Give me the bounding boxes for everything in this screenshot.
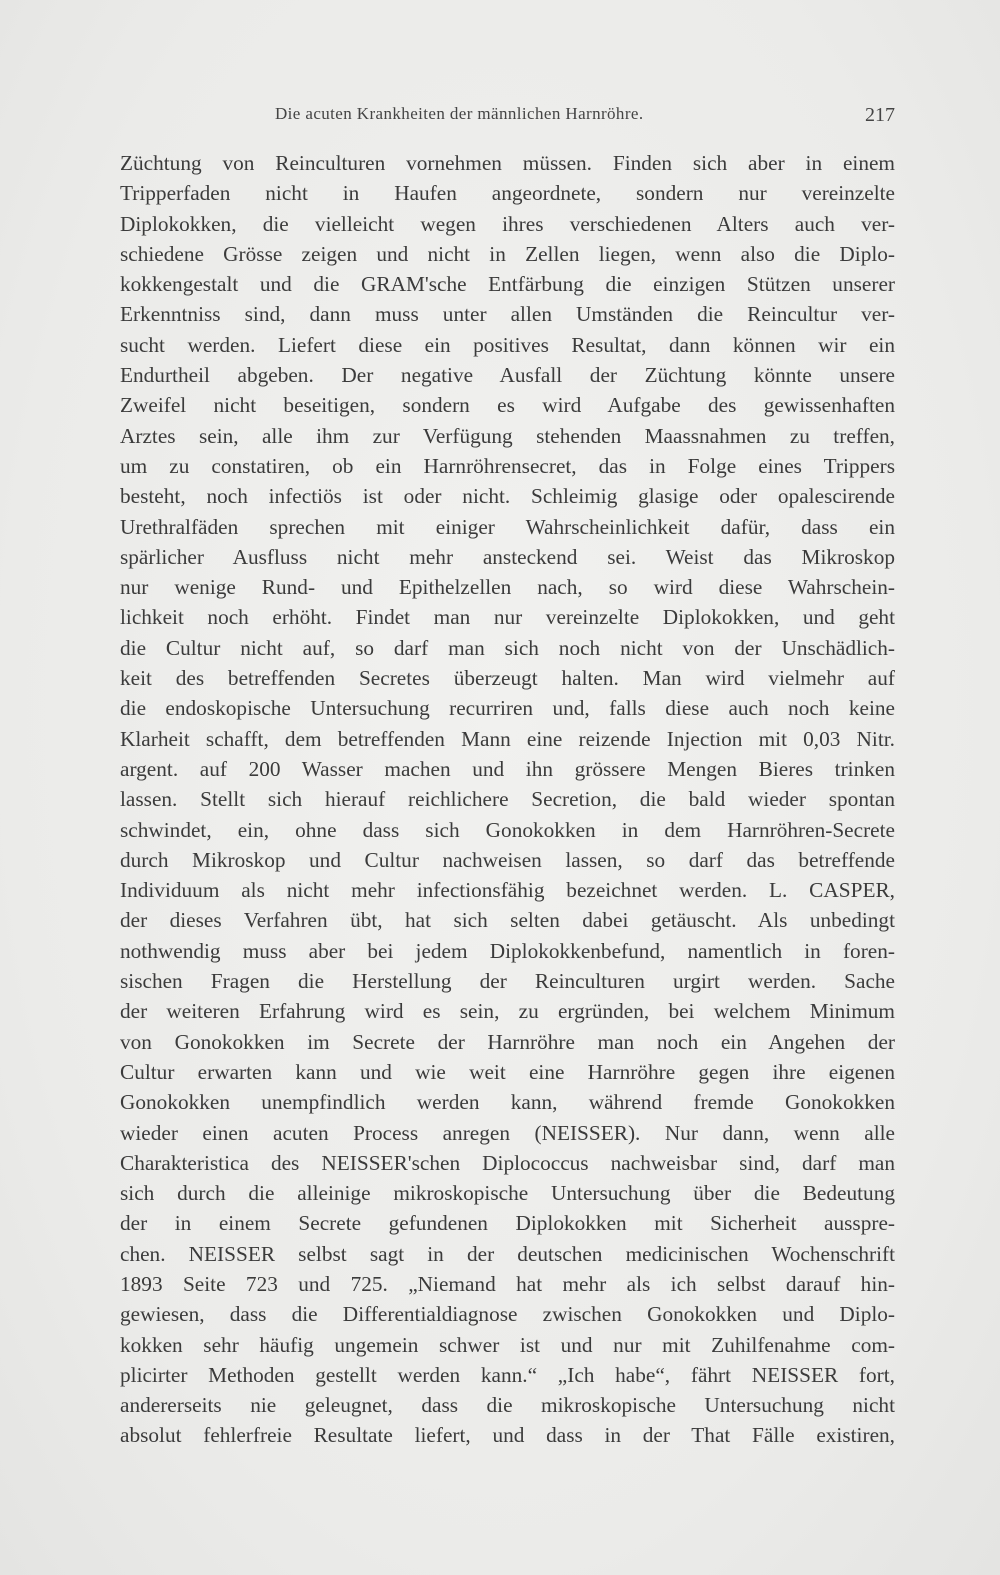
text-line: der weiteren Erfahrung wird es sein, zu ergründen, bei welchem Minimum — [120, 999, 895, 1024]
text-line: kokkengestalt und die GRAM'sche Entfärbung die einzigen Stützen unserer — [120, 272, 895, 297]
text-line: schwindet, ein, ohne dass sich Gonokokken in dem Harnröhren-Secrete — [120, 817, 895, 842]
body-text — [120, 148, 895, 1451]
text-line: Klarheit schafft, dem betreffenden Mann eine reizende Injection mit 0,03 Nitr. — [120, 726, 895, 751]
text-line: der dieses Verfahren übt, hat sich selten dabei getäuscht. Als unbedingt — [120, 908, 895, 933]
text-line: durch Mikroskop und Cultur nachweisen lassen, so darf das betreffende — [120, 847, 895, 872]
page-number: 217 — [865, 104, 895, 126]
text-line: Charakteristica des NEISSER'schen Diplococcus nachweisbar sind, darf man — [120, 1150, 895, 1175]
running-title: Die acuten Krankheiten der männlichen Harnröhre. — [275, 104, 644, 123]
text-line: argent. auf 200 Wasser machen und ihn grössere Mengen Bieres trinken — [120, 756, 895, 781]
text-line: Arztes sein, alle ihm zur Verfügung stehenden Maassnahmen zu treffen, — [120, 423, 895, 448]
text-line: chen. NEISSER selbst sagt in der deutschen medicinischen Wochenschrift — [120, 1241, 895, 1266]
text-line: um zu constatiren, ob ein Harnröhrensecret, das in Folge eines Trippers — [120, 453, 895, 478]
text-line: nothwendig muss aber bei jedem Diplokokkenbefund, namentlich in foren- — [120, 938, 895, 963]
text-line: kokken sehr häufig ungemein schwer ist und nur mit Zuhilfenahme com- — [120, 1332, 895, 1357]
text-line: 1893 Seite 723 und 725. „Niemand hat mehr als ich selbst darauf hin- — [120, 1271, 895, 1296]
text-line: sich durch die alleinige mikroskopische Untersuchung über die Bedeutung — [120, 1181, 895, 1206]
text-line: schiedene Grösse zeigen und nicht in Zellen liegen, wenn also die Diplo- — [120, 241, 895, 266]
text-line: Tripperfaden nicht in Haufen angeordnete, sondern nur vereinzelte — [120, 181, 895, 206]
text-line: keit des betreffenden Secretes überzeugt halten. Man wird vielmehr auf — [120, 666, 895, 691]
text-line: sucht werden. Liefert diese ein positives Resultat, dann können wir ein — [120, 332, 895, 357]
text-line: sischen Fragen die Herstellung der Reinculturen urgirt werden. Sache — [120, 969, 895, 994]
running-head — [120, 104, 895, 132]
text-line: Diplokokken, die vielleicht wegen ihres verschiedenen Alters auch ver- — [120, 211, 895, 236]
text-line: andererseits nie geleugnet, dass die mikroskopische Untersuchung nicht — [120, 1393, 895, 1418]
text-line: die Cultur nicht auf, so darf man sich noch nicht von der Unschädlich- — [120, 635, 895, 660]
text-line: Urethralfäden sprechen mit einiger Wahrscheinlichkeit dafür, dass ein — [120, 514, 895, 539]
text-line: Cultur erwarten kann und wie weit eine Harnröhre gegen ihre eigenen — [120, 1059, 895, 1084]
text-line: Individuum als nicht mehr infectionsfähig bezeichnet werden. L. CASPER, — [120, 878, 895, 903]
text-line: plicirter Methoden gestellt werden kann.“ „Ich habe“, fährt NEISSER fort, — [120, 1362, 895, 1387]
text-line: Züchtung von Reinculturen vornehmen müssen. Finden sich aber in einem — [120, 151, 895, 175]
text-line: Erkenntniss sind, dann muss unter allen Umständen die Reincultur ver- — [120, 302, 895, 327]
text-line: der in einem Secrete gefundenen Diplokokken mit Sicherheit ausspre- — [120, 1211, 895, 1236]
text-line: die endoskopische Untersuchung recurriren und, falls diese auch noch keine — [120, 696, 895, 721]
text-line: gewiesen, dass die Differentialdiagnose zwischen Gonokokken und Diplo- — [120, 1302, 895, 1327]
text-line: Endurtheil abgeben. Der negative Ausfall der Züchtung könnte unsere — [120, 363, 895, 388]
text-line: von Gonokokken im Secrete der Harnröhre man noch ein Angehen der — [120, 1029, 895, 1054]
text-line: besteht, noch infectiös ist oder nicht. Schleimig glasige oder opalescirende — [120, 484, 895, 509]
text-line: Gonokokken unempfindlich werden kann, während fremde Gonokokken — [120, 1090, 895, 1115]
text-line: lichkeit noch erhöht. Findet man nur vereinzelte Diplokokken, und geht — [120, 605, 895, 630]
text-line: Zweifel nicht beseitigen, sondern es wird Aufgabe des gewissenhaften — [120, 393, 895, 418]
text-line: spärlicher Ausfluss nicht mehr ansteckend sei. Weist das Mikroskop — [120, 544, 895, 569]
text-line: nur wenige Rund- und Epithelzellen nach, so wird diese Wahrschein- — [120, 575, 895, 600]
text-line: absolut fehlerfreie Resultate liefert, und dass in der That Fälle existiren, — [120, 1423, 895, 1448]
text-line: lassen. Stellt sich hierauf reichlichere Secretion, die bald wieder spontan — [120, 787, 895, 812]
text-line: wieder einen acuten Process anregen (NEISSER). Nur dann, wenn alle — [120, 1120, 895, 1145]
